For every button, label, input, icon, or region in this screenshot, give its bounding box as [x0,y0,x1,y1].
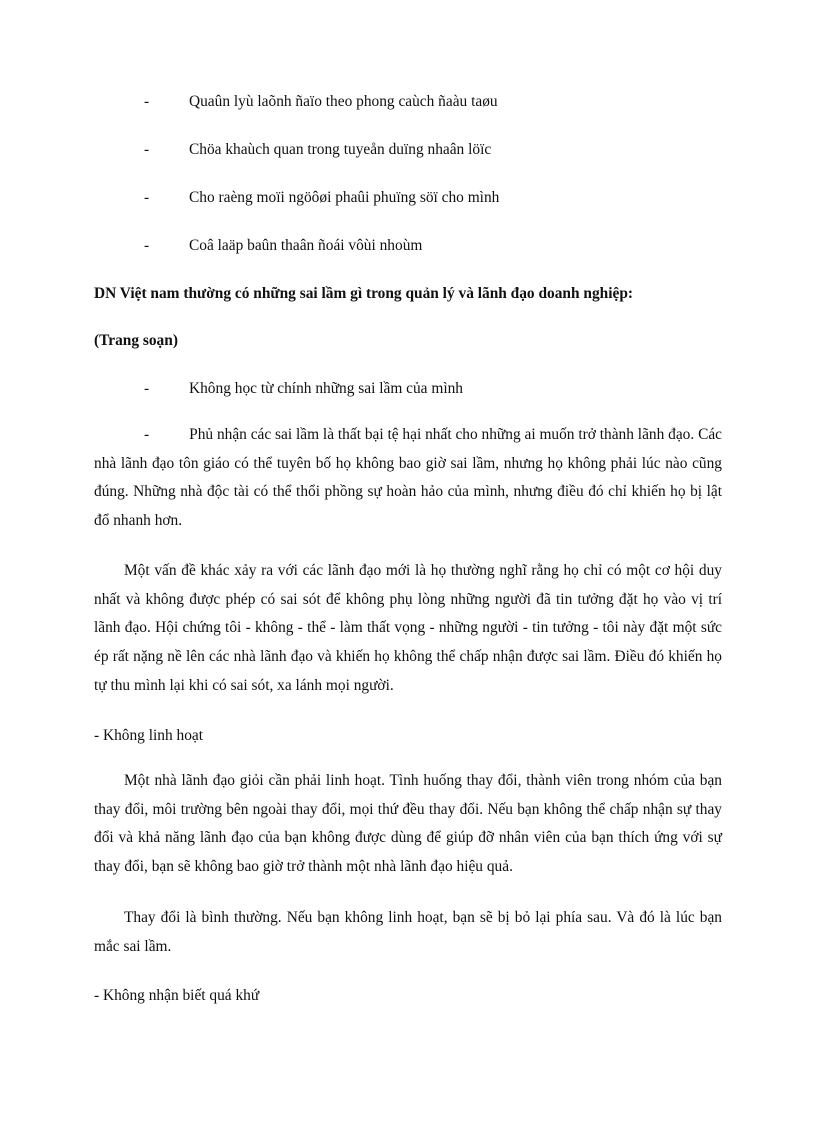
paragraph-text: Một vấn đề khác xảy ra với các lãnh đạo mới là họ thường nghĩ rằng họ chỉ có một cơ hội duy nhất và không được phép có sai sót để không phụ lòng những người đã tin tưởng đặt họ vào vị trí lãnh đạo. Hội chứng tôi - không - thể - làm thất vọng - những người - tin tưởng - tôi này đặt một sức ép rất nặng nề lên các nhà lãnh đạo và khiến họ không thể chấp nhận được sai lầm. Điều đó khiến họ tự thu mình lại khi có sai sót, xa lánh mọi người. [94,562,722,694]
paragraph [94,904,722,961]
paragraph [94,767,722,882]
list-item-text: Chöa khaùch quan trong tuyeån duïng nhaân löïc [189,141,492,158]
section-heading: DN Việt nam thường có những sai lầm gì trong quản lý và lãnh đạo doanh nghiệp: [94,285,634,302]
list-item-text: Cho raèng moïi ngöôøi phaûi phuïng söï cho mình [189,189,500,206]
paragraph-text: Một nhà lãnh đạo giỏi cần phải linh hoạt. Tình huống thay đổi, thành viên trong nhóm của bạn thay đổi, môi trường bên ngoài thay đổi, mọi thứ đều thay đổi. Nếu bạn không thể chấp nhận sự thay đổi và khả năng lãnh đạo của bạn không được dùng để giúp đỡ nhân viên của bạn thích ứng với sự thay đổi, bạn sẽ không bao giờ trở thành một nhà lãnh đạo hiệu quả. [94,772,722,876]
paragraph [94,421,722,536]
dash-marker: - [144,93,150,110]
list-item-text: Coâ laäp baûn thaân ñoái vôùi nhoùm [189,237,423,254]
list-item-text: Không học từ chính những sai lầm của mình [189,380,464,397]
dash-marker: - [144,189,150,206]
dash-marker: - [144,237,150,254]
list-item: - Không nhận biết quá khứ [94,987,260,1004]
dash-marker: - [144,141,150,158]
paragraph-text: Phủ nhận các sai lầm là thất bại tệ hại nhất cho những ai muốn trở thành lãnh đạo. Các nhà lãnh đạo tôn giáo có thể tuyên bố họ không bao giờ sai lầm, nhưng họ không phải lúc nào cũng đúng. Những nhà độc tài có thể thổi phồng sự hoàn hảo của mình, nhưng điều đó chỉ khiến họ bị lật đổ nhanh hơn. [94,426,722,530]
author-note: (Trang soạn) [94,332,178,349]
paragraph [94,557,722,701]
paragraph-text: Thay đổi là bình thường. Nếu bạn không linh hoạt, bạn sẽ bị bỏ lại phía sau. Và đó là lúc bạn mắc sai lầm. [94,909,722,955]
dash-marker: - [144,426,150,443]
list-item-text: Quaûn lyù laõnh ñaïo theo phong caùch ñaàu taøu [189,93,498,110]
dash-marker: - [144,380,150,397]
list-item: - Không linh hoạt [94,727,204,744]
